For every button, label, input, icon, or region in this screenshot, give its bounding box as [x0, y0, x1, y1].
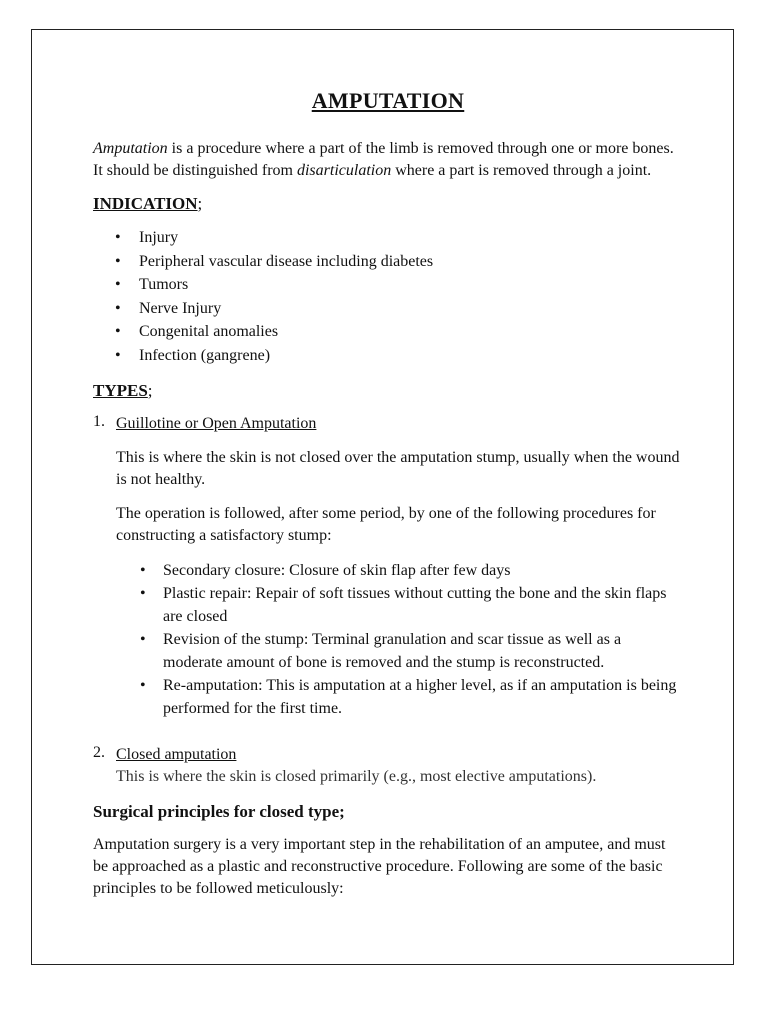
intro-text-1: is a procedure where a part of the limb is removed through one or more bones. It should be distinguished from: [93, 140, 674, 179]
type-title: Closed amputation: [116, 746, 237, 763]
list-item: • Secondary closure: Closure of skin flap after few days: [116, 559, 683, 582]
type-number: 1.: [93, 413, 105, 430]
surgical-heading: Surgical principles for closed type;: [93, 802, 345, 821]
type-title: Guillotine or Open Amputation: [116, 415, 317, 432]
types-heading-suffix: ;: [147, 381, 153, 400]
type-item-open: [93, 413, 683, 720]
list-item: • Tumors: [93, 273, 683, 297]
surgical-paragraph: Amputation surgery is a very important step in the rehabilitation of an amputee, and must be approached as a plastic and reconstructive procedure. Following are some of the basic principles to be followed meticulously:: [93, 836, 666, 897]
intro-text-2: where a part is removed through a joint.: [391, 162, 652, 179]
list-item: • Nerve Injury: [93, 297, 683, 321]
intro-term: Amputation: [93, 140, 168, 157]
list-item: • Peripheral vascular disease including diabetes: [93, 250, 683, 274]
page-title: AMPUTATION: [311, 88, 465, 113]
indication-heading: [93, 194, 683, 214]
list-item: • Plastic repair: Repair of soft tissues without cutting the bone and the skin flaps are closed: [116, 582, 683, 628]
intro-paragraph: [93, 138, 683, 182]
types-heading-text: TYPES: [93, 381, 148, 400]
list-item: • Revision of the stump: Terminal granulation and scar tissue as well as a moderate amount of bone is removed and the stump is reconstructed.: [116, 628, 683, 674]
type-number: 2.: [93, 744, 105, 761]
document-content: [93, 88, 683, 900]
list-item: • Re-amputation: This is amputation at a higher level, as if an amputation is being performed for the first time.: [116, 674, 683, 720]
list-item: • Injury: [93, 226, 683, 250]
indication-heading-text: INDICATION: [93, 194, 198, 213]
indication-list: [93, 226, 683, 367]
list-item: • Congenital anomalies: [93, 320, 683, 344]
type-paragraph: The operation is followed, after some period, by one of the following procedures for constructing a satisfactory stump:: [116, 505, 656, 544]
types-heading: [93, 381, 683, 401]
intro-term-2: disarticulation: [296, 162, 392, 179]
indication-heading-suffix: ;: [197, 194, 203, 213]
procedure-list: [116, 559, 683, 720]
type-description: This is where the skin is closed primarily (e.g., most elective amputations).: [116, 768, 597, 785]
type-item-closed: [93, 744, 683, 788]
list-item: • Infection (gangrene): [93, 344, 683, 368]
type-paragraph: This is where the skin is not closed over the amputation stump, usually when the wound is not healthy.: [116, 449, 680, 488]
